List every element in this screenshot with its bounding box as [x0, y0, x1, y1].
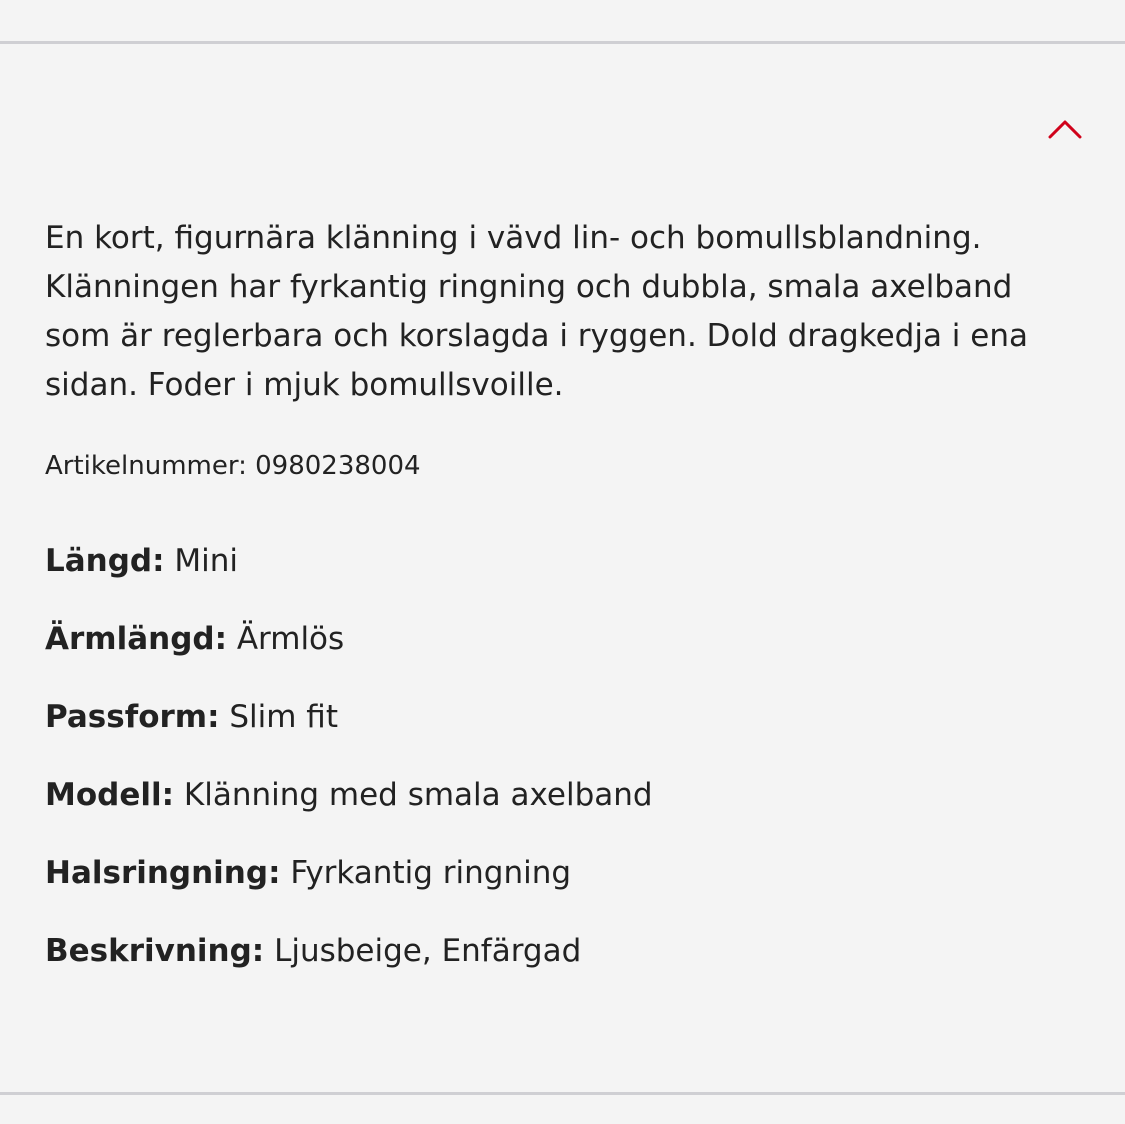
attribute-label: Halsringning: [45, 855, 281, 891]
attribute-label: Passform: [45, 699, 220, 735]
attribute-value: Slim fit [229, 699, 338, 735]
attribute-value: Mini [174, 543, 239, 579]
attribute-description [45, 928, 1085, 974]
attribute-length [45, 538, 1085, 584]
attribute-label: Ärmlängd: [45, 621, 227, 657]
attribute-model [45, 772, 1085, 818]
attribute-neckline [45, 850, 1085, 896]
bottom-divider [0, 1092, 1125, 1095]
attribute-sleeve-length [45, 616, 1085, 662]
attribute-list [45, 538, 1085, 974]
attribute-fit [45, 694, 1085, 740]
attribute-value: Ljusbeige, Enfärgad [274, 933, 582, 969]
attribute-label: Längd: [45, 543, 165, 579]
attribute-value: Ärmlös [236, 621, 345, 657]
article-number: Artikelnummer: 0980238004 [45, 451, 421, 481]
attribute-label: Modell: [45, 777, 175, 813]
attribute-value: Fyrkantig ringning [290, 855, 572, 891]
product-description: En kort, figurnära klänning i vävd lin- och bomullsblandning. Klänningen har fyrkantig ringning och dubbla, smala axelband som är reglerbara och korslagda i ryggen. Dold dragkedja i ena sidan. Foder i mjuk bomullsvoille. [45, 220, 1028, 403]
collapse-toggle[interactable] [1043, 114, 1087, 144]
attribute-label: Beskrivning: [45, 933, 265, 969]
chevron-up-icon [1047, 118, 1083, 140]
attribute-value: Klänning med smala axelband [183, 777, 653, 813]
top-divider [0, 41, 1125, 44]
product-details [45, 214, 1085, 1006]
